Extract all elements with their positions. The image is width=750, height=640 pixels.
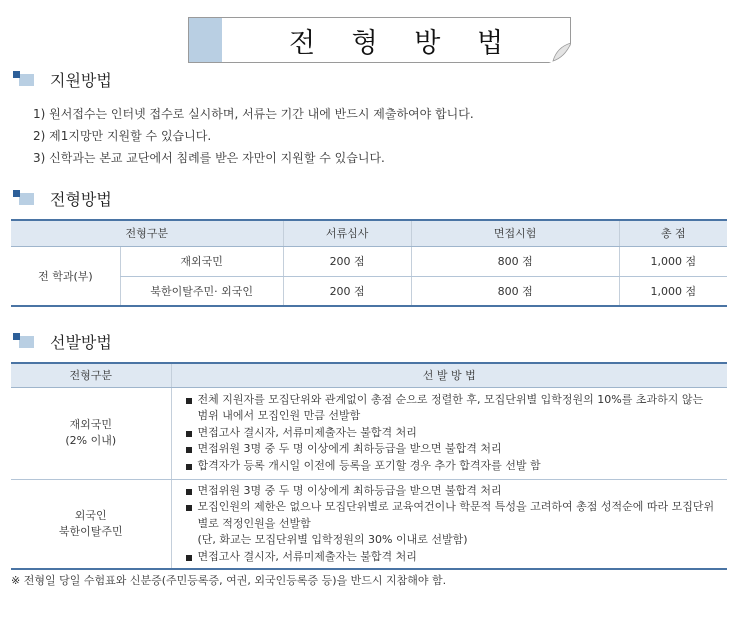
title-banner	[188, 17, 571, 63]
category-line: (2% 이내)	[65, 434, 117, 447]
list-item	[186, 458, 718, 475]
list-item	[186, 441, 718, 458]
item-text: (단, 화교는 모집단위별 입학정원의 30% 이내로 선발함)	[197, 533, 468, 546]
item-text: 면접위원 3명 중 두 명 이상에게 최하등급을 받으면 불합격 처리	[197, 442, 502, 456]
table-cell: 북한이탈주민· 외국인	[120, 276, 283, 306]
title-accent-bar	[189, 18, 222, 62]
section-header-selection	[13, 330, 112, 352]
section-title: 지원방법	[50, 70, 112, 90]
table-header: 총 점	[619, 220, 727, 246]
table-cell: 재외국민	[120, 246, 283, 276]
group-label: 전 학과(부)	[11, 246, 120, 306]
square-bullet-icon	[186, 447, 192, 453]
category-line: 재외국민	[69, 418, 112, 431]
table-header: 선 발 방 법	[171, 363, 727, 387]
category-line: 외국인	[74, 508, 107, 522]
list-item	[186, 392, 718, 425]
section-header-screening	[13, 187, 112, 209]
item-text: 면접위원 3명 중 두 명 이상에게 최하등급을 받으면 불합격 처리	[197, 483, 502, 497]
item-text: 면접고사 결시자, 서류미제출자는 불합격 처리	[197, 425, 417, 439]
table-header: 면접시험	[411, 220, 619, 246]
application-list	[33, 103, 474, 169]
method-cell	[171, 479, 727, 569]
table-cell: 1,000 점	[619, 276, 727, 306]
screening-table	[11, 219, 727, 307]
list-item: 3) 신학과는 본교 교단에서 침례를 받은 자만이 지원할 수 있습니다.	[33, 151, 385, 165]
table-cell: 1,000 점	[619, 246, 727, 276]
list-item	[186, 425, 718, 442]
list-item	[186, 483, 718, 500]
category-cell	[11, 387, 171, 479]
category-line: 북한이탈주민	[58, 524, 123, 538]
table-row	[11, 387, 727, 479]
square-bullet-icon	[186, 555, 192, 561]
table-header: 전형구분	[11, 220, 283, 246]
table-cell: 800 점	[411, 276, 619, 306]
square-bullet-icon	[186, 464, 192, 470]
list-item	[186, 532, 718, 549]
table-row	[11, 479, 727, 569]
page-title: 전 형 방 법	[288, 27, 518, 59]
selection-table	[11, 362, 727, 570]
section-bullet-icon	[13, 71, 37, 87]
table-header: 서류심사	[283, 220, 411, 246]
item-text: 모집인원의 제한은 없으나 모집단위별로 교육여건이나 학문적 특성을 고려하여 총점 성적순에 따라 모집단위별로 적정인원을 선발함	[197, 500, 715, 530]
list-item: 2) 제1지망만 지원할 수 있습니다.	[33, 129, 212, 143]
method-cell	[171, 387, 727, 479]
table-row	[11, 246, 727, 276]
table-cell: 800 점	[411, 246, 619, 276]
square-bullet-icon	[186, 431, 192, 437]
square-bullet-icon	[186, 489, 192, 495]
table-cell: 200 점	[283, 276, 411, 306]
footnote: ※ 전형일 당일 수험표와 신분증(주민등록증, 여권, 외국인등록증 등)을 반드시 지참해야 함.	[11, 574, 447, 587]
item-text: 합격자가 등록 개시일 이전에 등록을 포기할 경우 추가 합격자를 선발 함	[197, 458, 541, 472]
section-title: 전형방법	[50, 189, 112, 209]
section-title: 선발방법	[50, 332, 112, 352]
page-curl-icon	[549, 43, 571, 63]
section-bullet-icon	[13, 333, 37, 349]
table-header: 전형구분	[11, 363, 171, 387]
section-header-application	[13, 68, 112, 90]
table-cell: 200 점	[283, 246, 411, 276]
square-bullet-icon	[186, 505, 192, 511]
list-item	[186, 549, 718, 566]
square-bullet-icon	[186, 398, 192, 404]
item-text: 면접고사 결시자, 서류미제출자는 불합격 처리	[197, 549, 417, 563]
list-item	[186, 499, 718, 532]
list-item: 1) 원서접수는 인터넷 접수로 실시하며, 서류는 기간 내에 반드시 제출하여야 합니다.	[33, 107, 474, 121]
section-bullet-icon	[13, 190, 37, 206]
category-cell	[11, 479, 171, 569]
item-text: 전체 지원자를 모집단위와 관계없이 총점 순으로 정렬한 후, 모집단위별 입학정원의 10%를 초과하지 않는 범위 내에서 모집인원 만큼 선발함	[197, 392, 704, 423]
